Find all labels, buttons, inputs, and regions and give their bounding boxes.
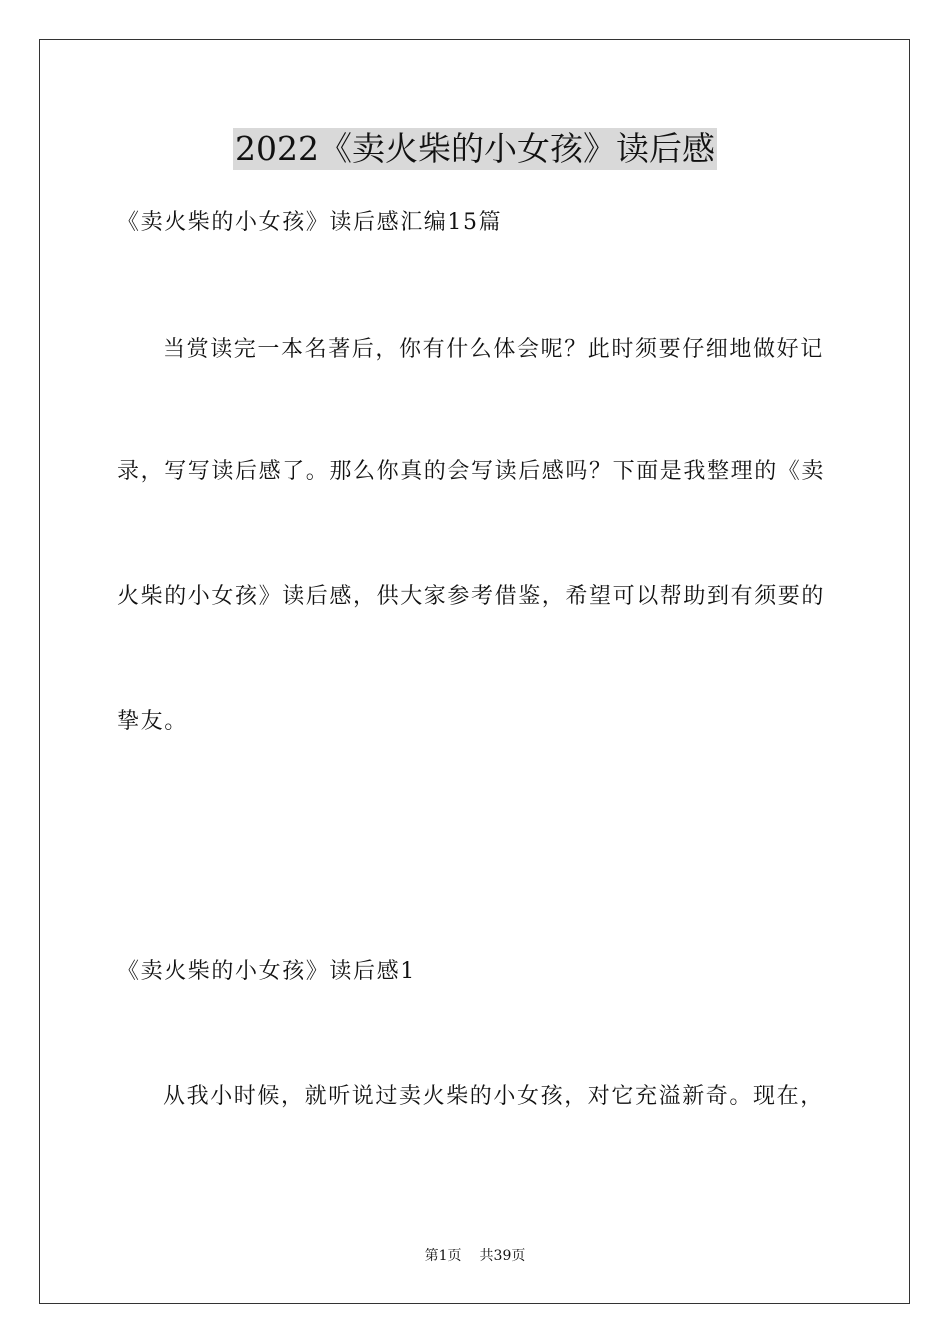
paragraph-line: 录，写写读后感了。那么你真的会写读后感吗？下面是我整理的《卖	[117, 459, 826, 484]
paragraph-line: 挚友。	[117, 709, 188, 734]
page-footer	[0, 1247, 950, 1265]
document-subtitle: 《卖火柴的小女孩》读后感汇编15篇	[117, 210, 503, 235]
page-number: 第1页	[424, 1248, 462, 1264]
paragraph-line: 火柴的小女孩》读后感，供大家参考借鉴，希望可以帮助到有须要的	[117, 584, 826, 609]
document-title: 2022《卖火柴的小女孩》读后感	[235, 129, 715, 168]
section-heading: 《卖火柴的小女孩》读后感1	[117, 959, 416, 984]
paragraph-line: 当赏读完一本名著后，你有什么体会呢？此时须要仔细地做好记	[163, 337, 824, 362]
paragraph-line: 从我小时候，就听说过卖火柴的小女孩，对它充溢新奇。现在，	[163, 1084, 824, 1109]
page-total: 共39页	[479, 1248, 526, 1264]
title-container	[0, 128, 950, 170]
